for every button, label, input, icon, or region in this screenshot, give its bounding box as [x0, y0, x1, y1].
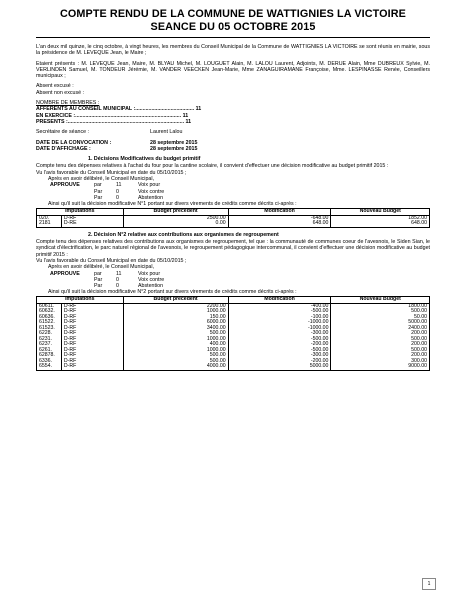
imputation-code: 60636. — [37, 315, 62, 321]
vote-type: Abstention — [138, 194, 164, 201]
imputation-code: 6231. — [37, 337, 62, 343]
modification-cell: -648.00 — [228, 215, 331, 221]
afferents-value: ........................................ 11 — [135, 106, 202, 113]
budget-precedent-cell: 2500.00 — [123, 215, 228, 221]
secretary-label: Secrétaire de séance : — [36, 129, 89, 136]
imputation-code: 6336. — [37, 359, 62, 365]
imputation-type: D-RF — [61, 337, 123, 343]
vote-type: Voix contre — [138, 188, 165, 195]
modification-cell: -500.00 — [228, 309, 331, 315]
secretary-row — [36, 129, 430, 135]
budget-precedent-cell: 2200.00 — [123, 303, 228, 309]
nouveau-budget-cell: 1800.00 — [331, 303, 430, 309]
vote-count: 0 — [116, 194, 119, 201]
vote-count: 0 — [116, 188, 119, 195]
section-2-vote — [36, 271, 430, 290]
nouveau-budget-cell: 300.00 — [331, 359, 430, 365]
budget-precedent-cell: 500.00 — [123, 331, 228, 337]
section-2-text-3: Après en avoir délibéré, le Conseil Municipal, — [48, 264, 154, 271]
section-2-text-4: Ainsi qu'il suit la décision modificative N°2 portant sur divers virements de crédits comme décrits ci-après : — [48, 289, 297, 296]
col-modification: Modification — [228, 209, 331, 216]
budget-precedent-cell: 0.00 — [123, 221, 228, 227]
imputation-code: 6261. — [37, 348, 62, 354]
section-1-text-4: Ainsi qu'il suit la décision modificative N°1 portant sur divers virements de crédits comme décrits ci-après : — [48, 200, 297, 207]
vote-par: Par — [94, 188, 103, 195]
afferents-label: AFFERENTS AU CONSEIL MUNICIPAL : — [36, 106, 136, 113]
imputation-type: D-RF — [61, 320, 123, 326]
budget-precedent-cell: 6000.00 — [123, 320, 228, 326]
exercice-label: EN EXERCICE : — [36, 112, 76, 119]
modification-cell: -500.00 — [228, 337, 331, 343]
imputation-code: 6554. — [37, 364, 62, 370]
title-divider — [36, 37, 430, 38]
budget-precedent-cell: 4000.00 — [123, 364, 228, 370]
budget-precedent-cell: 1000.00 — [123, 348, 228, 354]
modification-cell: -300.00 — [228, 353, 331, 359]
section-1-text-1: Compte tenu des dépenses relatives à l'achat du four pour la cantine scolaire, il convient d'effectuer une décision modificative au budget primitif 2015 : — [36, 163, 389, 170]
budget-precedent-cell: 1000.00 — [123, 337, 228, 343]
col-imputations: Imputations — [37, 297, 124, 304]
modification-cell: -1000.00 — [228, 320, 331, 326]
modification-cell: -200.00 — [228, 342, 331, 348]
presents-paragraph: Etaient présents : M. LEVEQUE Jean, Maire, M. BLYAU Michel, M. LOUGUET Alain, M. LALOU Laurent, Adjoints, M. DERUE Alain, Mme DUBREUX Sylvie, M. VERLINDEN Samuel, M. TONDEUR Jérémie, M. VANDER VEECKEN Jean-Marie, Mme ZANAGUIRAMANE Françoise, Mme. LESPINASSE Renée, Conseillers municipaux ; — [36, 60, 430, 80]
imputation-type: D-RF — [61, 303, 123, 309]
affichage-label: DATE D'AFFICHAGE : — [36, 145, 91, 152]
modification-cell: -400.00 — [228, 303, 331, 309]
vote-par: par — [94, 270, 102, 277]
nouveau-budget-cell: 9000.00 — [331, 364, 430, 370]
imputation-type: D-RF — [61, 315, 123, 321]
section-2-table — [36, 296, 430, 371]
imputation-type: D-RF — [61, 215, 123, 221]
col-modification: Modification — [228, 297, 331, 304]
vote-type: Abstention — [138, 282, 164, 289]
budget-precedent-cell: 500.00 — [123, 359, 228, 365]
imputation-type: D-RF — [61, 309, 123, 315]
page-number: 1 — [422, 578, 436, 590]
section-2-text-1: Compte tenu des dépenses relatives des contributions aux organismes de regroupement, tel que : la communauté de communes coeur de l'avesnois, le Siden Sian, le syndicat d'électrification, le parc naturel régional de l'avesnois, le regroupement pédagogique intercommunal, il convient d'effectuer une décision modificative au budget primitif 2015 : — [36, 239, 430, 258]
members-heading: NOMBRE DE MEMBRES : — [36, 100, 100, 107]
col-budget-precedent: Budget précédent — [123, 297, 228, 304]
absent-non-excuse: Absent non excusé : — [36, 89, 84, 96]
imputation-code: 2181 — [37, 221, 62, 227]
col-nouveau-budget: Nouveau Budget — [331, 209, 430, 216]
vote-par: Par — [94, 194, 103, 201]
presents-value: ............................................................................... 11 — [67, 118, 192, 125]
section-2-text-2: Vu l'avis favorable du Conseil Municipal en date du 05/10/2015 ; — [36, 257, 187, 264]
vote-count: 0 — [116, 282, 119, 289]
modification-cell: 648.00 — [228, 221, 331, 227]
section-1-text-2: Vu l'avis favorable du Conseil Municipal en date du 05/10/2015 ; — [36, 169, 187, 176]
affichage-row — [36, 146, 430, 152]
exercice-value: ........................................................................ 11 — [75, 112, 189, 119]
vote-type: Voix contre — [138, 276, 165, 283]
col-nouveau-budget: Nouveau Budget — [331, 297, 430, 304]
imputation-type: D-RF — [61, 326, 123, 332]
absent-excuse: Absent excusé : — [36, 83, 74, 90]
budget-precedent-cell: 3400.00 — [123, 326, 228, 332]
vote-count: 0 — [116, 276, 119, 283]
col-imputations: Imputations — [37, 209, 124, 216]
budget-precedent-cell: 1000.00 — [123, 309, 228, 315]
modification-cell: -500.00 — [228, 348, 331, 354]
intro-paragraph: L'an deux mil quinze, le cinq octobre, à vingt heures, les membres du Conseil Municipal de la Commune de WATTIGNIES LA VICTOIRE se sont réunis en mairie, sous la présidence de M. LEVEQUE Jean, le Maire ; — [36, 44, 430, 57]
nouveau-budget-cell: 2400.00 — [331, 326, 430, 332]
presents-label: PRESENTS : — [36, 118, 68, 125]
imputation-type: D-RF — [61, 359, 123, 365]
secretary-value: Laurent Lalou — [150, 129, 183, 136]
col-budget-precedent: Budget précédent — [123, 209, 228, 216]
nouveau-budget-cell: 648.00 — [331, 221, 430, 227]
modification-cell: -100.00 — [228, 315, 331, 321]
section-1-vote — [36, 182, 430, 201]
imputation-code: 62878. — [37, 353, 62, 359]
section-1-table — [36, 208, 430, 228]
imputation-type: D-RF — [61, 348, 123, 354]
vote-decision: APPROUVE — [50, 182, 80, 189]
imputation-code: 60632. — [37, 309, 62, 315]
title-line-2: SEANCE DU 05 OCTOBRE 2015 — [150, 21, 316, 33]
nouveau-budget-cell: 5000.00 — [331, 320, 430, 326]
vote-decision: APPROUVE — [50, 270, 80, 277]
section-1-heading: 1. Décisions Modificatives du budget primitif — [88, 156, 201, 163]
imputation-code: 61522. — [37, 320, 62, 326]
nouveau-budget-cell: 1852.00 — [331, 215, 430, 221]
vote-par: par — [94, 182, 102, 189]
section-2-heading: 2. Décision N°2 relative aux contributions aux organismes de regroupement — [88, 231, 279, 238]
imputation-type: D-RF — [61, 331, 123, 337]
nouveau-budget-cell: 200.00 — [331, 331, 430, 337]
nouveau-budget-cell: 200.00 — [331, 342, 430, 348]
vote-type: Voix pour — [138, 182, 161, 189]
budget-precedent-cell: 400.00 — [123, 342, 228, 348]
imputation-type: D-RF — [61, 353, 123, 359]
imputation-code: 6237. — [37, 342, 62, 348]
imputation-type: D-RF — [61, 342, 123, 348]
modification-cell: -200.00 — [228, 359, 331, 365]
budget-precedent-cell: 500.00 — [123, 353, 228, 359]
vote-count: 11 — [116, 182, 122, 189]
convocation-value: 28 septembre 2015 — [150, 139, 198, 146]
nouveau-budget-cell: 200.00 — [331, 353, 430, 359]
table-row — [37, 221, 430, 227]
imputation-code: 60611. — [37, 303, 62, 309]
nouveau-budget-cell: 500.00 — [331, 337, 430, 343]
modification-cell: -1000.00 — [228, 326, 331, 332]
vote-count: 11 — [116, 270, 122, 277]
vote-par: Par — [94, 282, 103, 289]
vote-par: Par — [94, 276, 103, 283]
section-1-text-3: Après en avoir délibéré, le Conseil Municipal, — [48, 176, 154, 183]
imputation-code: 6228. — [37, 331, 62, 337]
table-row — [37, 364, 430, 370]
nouveau-budget-cell: 500.00 — [331, 309, 430, 315]
nouveau-budget-cell: 500.00 — [331, 348, 430, 354]
affichage-value: 28 septembre 2015 — [150, 145, 198, 152]
imputation-code: 61523. — [37, 326, 62, 332]
imputation-type: D-RE — [61, 221, 123, 227]
imputation-type: D-RF — [61, 364, 123, 370]
vote-type: Voix pour — [138, 270, 161, 277]
imputation-code: 020. — [37, 215, 62, 221]
budget-precedent-cell: 150.00 — [123, 315, 228, 321]
nouveau-budget-cell: 50.00 — [331, 315, 430, 321]
members-presents — [36, 119, 430, 125]
convocation-label: DATE DE LA CONVOCATION : — [36, 139, 112, 146]
modification-cell: -300.00 — [228, 331, 331, 337]
modification-cell: 5000.00 — [228, 364, 331, 370]
title-line-1: COMPTE RENDU DE LA COMMUNE DE WATTIGNIES LA VICTOIRE — [60, 8, 406, 20]
document-title — [36, 8, 430, 34]
